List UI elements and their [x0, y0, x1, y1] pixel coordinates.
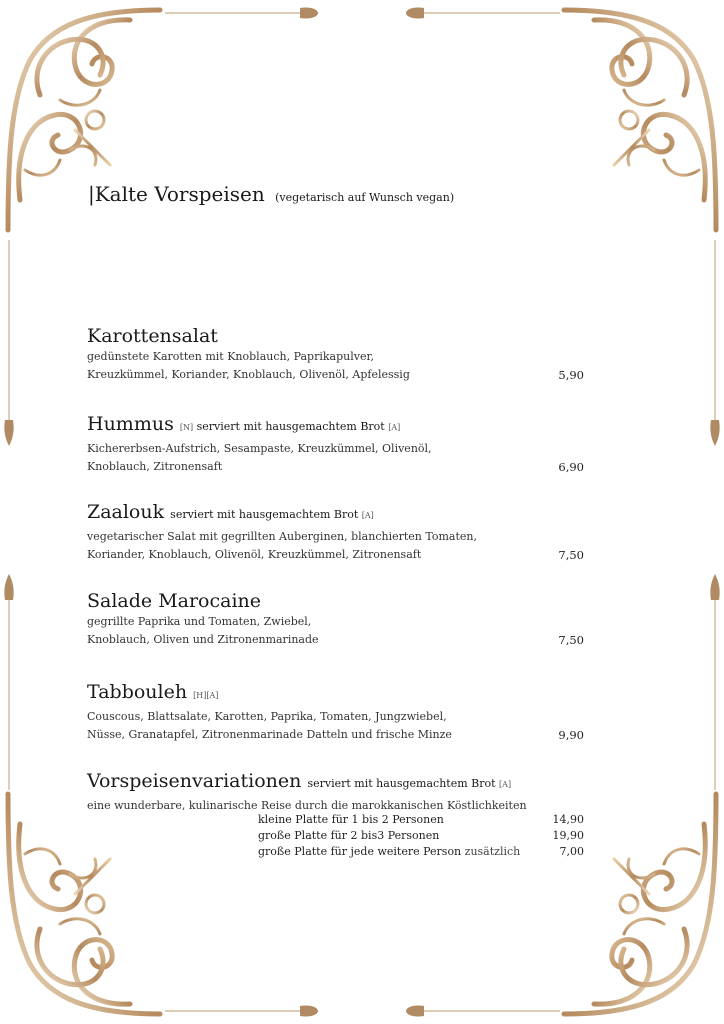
menu-item-tabbouleh: [87, 680, 587, 744]
allergen-code: [A]: [361, 511, 374, 520]
item-price: 9,90: [558, 728, 584, 742]
item-description: [87, 440, 587, 476]
item-tag: serviert mit hausgemachtem Brot: [170, 508, 359, 521]
platter-option-label: kleine Platte für 1 bis 2 Personen: [258, 813, 444, 826]
item-description: [87, 708, 587, 744]
platter-option-extra: zusätzlich: [464, 845, 521, 858]
platter-option-price: 7,00: [559, 845, 584, 858]
platter-option-label: große Platte für 2 bis3 Personen: [258, 829, 440, 842]
platter-option-price: 19,90: [552, 829, 584, 842]
corner-ornament-bottom-left: [8, 794, 160, 1014]
menu-item-karottensalat: [87, 324, 587, 384]
item-desc-line1: gedünstete Karotten mit Knoblauch, Paprikapulver,: [87, 350, 375, 363]
menu-item-salade-marocaine: [87, 589, 587, 649]
item-price: 6,90: [558, 460, 584, 474]
item-price: 7,50: [558, 633, 584, 647]
item-desc-line2: Nüsse, Granatapfel, Zitronenmarinade Datteln und frische Minze: [87, 728, 452, 741]
item-name: Vorspeisenvariationen: [87, 770, 302, 792]
section-title: [88, 182, 454, 206]
menu-item-hummus: [87, 412, 587, 476]
corner-ornament-top-right: [564, 10, 716, 230]
item-name: Hummus: [87, 413, 174, 435]
platter-option: [258, 844, 588, 860]
item-description: [87, 613, 587, 649]
item-desc-line1: Couscous, Blattsalate, Karotten, Paprika, Tomaten, Jungzwiebel,: [87, 710, 447, 723]
allergen-code: [A]: [499, 780, 512, 789]
section-subtitle: (vegetarisch auf Wunsch vegan): [275, 191, 455, 204]
item-description: [87, 528, 587, 564]
item-price: 7,50: [558, 548, 584, 562]
platter-option: [258, 828, 588, 844]
item-desc-line2: Kreuzkümmel, Koriander, Knoblauch, Olivenöl, Apfelessig: [87, 368, 410, 381]
platter-option: [258, 812, 588, 828]
menu-item-zaalouk: [87, 500, 587, 564]
item-desc-line1: eine wunderbare, kulinarische Reise durch die marokkanischen Köstlichkeiten: [87, 799, 527, 812]
item-price: 5,90: [558, 368, 584, 382]
item-desc-line2: Koriander, Knoblauch, Olivenöl, Kreuzkümmel, Zitronensaft: [87, 548, 422, 561]
menu-item-vorspeisenvariationen: [87, 769, 607, 815]
item-name-row: [87, 412, 587, 440]
platter-option-label: große Platte für jede weitere Person: [258, 845, 462, 858]
item-name: Zaalouk: [87, 501, 165, 523]
item-desc-line2: Knoblauch, Oliven und Zitronenmarinade: [87, 633, 319, 646]
item-tag: serviert mit hausgemachtem Brot: [196, 420, 385, 433]
allergen-code: [N]: [179, 423, 194, 432]
item-desc-line1: Kichererbsen-Aufstrich, Sesampaste, Kreuzkümmel, Olivenöl,: [87, 442, 432, 455]
section-title-text: |Kalte Vorspeisen: [88, 182, 265, 206]
item-name: Karottensalat: [87, 325, 218, 347]
platter-option-price: 14,90: [552, 813, 584, 826]
item-name: Salade Marocaine: [87, 590, 262, 612]
item-desc-line2: Knoblauch, Zitronensaft: [87, 460, 223, 473]
item-description: [87, 348, 587, 384]
item-name-row: [87, 500, 587, 528]
allergen-code: [H][A]: [193, 691, 219, 700]
item-desc-line1: gegrillte Paprika und Tomaten, Zwiebel,: [87, 615, 312, 628]
item-tag: serviert mit hausgemachtem Brot: [307, 777, 496, 790]
item-desc-line1: vegetarischer Salat mit gegrillten Auberginen, blanchierten Tomaten,: [87, 530, 477, 543]
platter-options: [258, 812, 588, 860]
item-name-row: [87, 769, 607, 797]
item-name-row: [87, 680, 587, 708]
allergen-code: [A]: [388, 423, 401, 432]
item-name: Tabbouleh: [87, 681, 188, 703]
